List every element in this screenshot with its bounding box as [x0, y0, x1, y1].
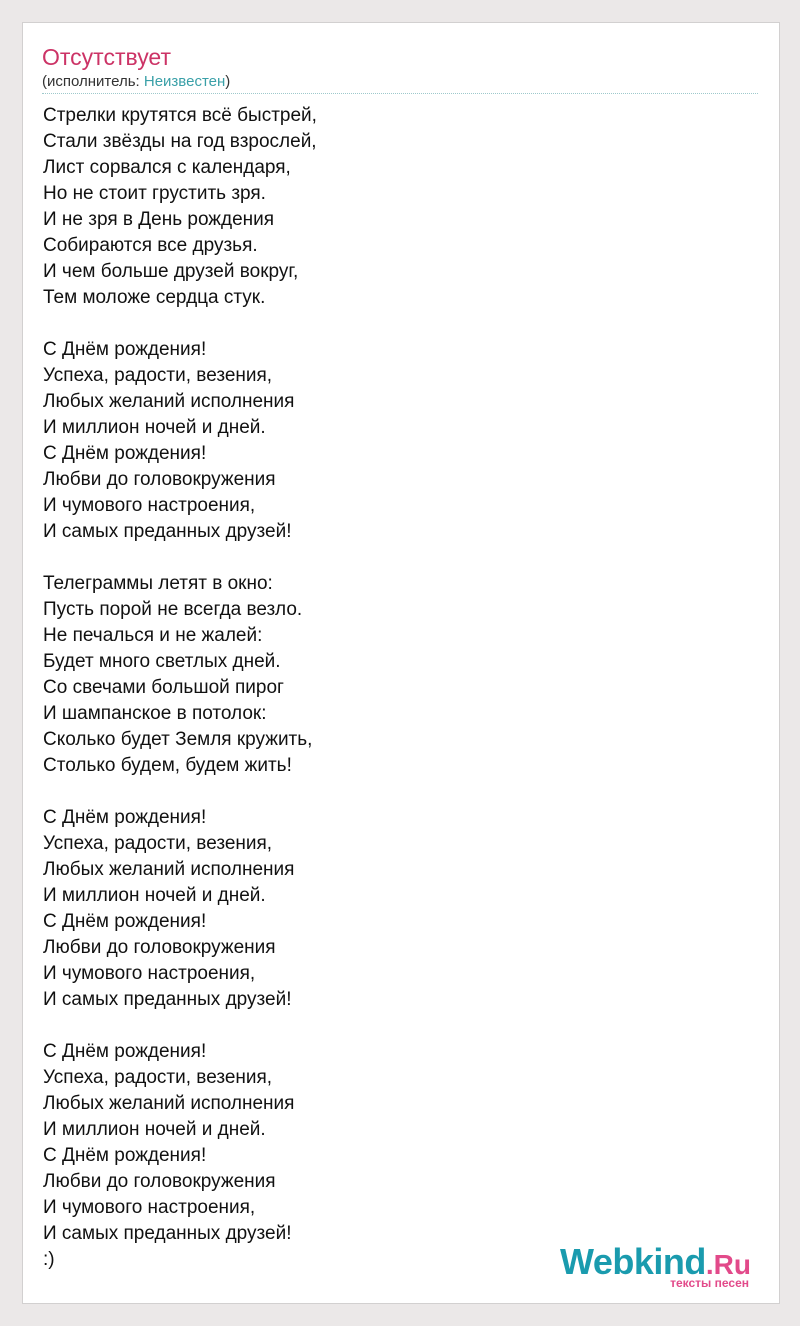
stanza-gap	[43, 545, 743, 571]
lyric-line: Любви до головокружения	[43, 1171, 276, 1192]
lyric-line: Столько будем, будем жить!	[43, 755, 292, 776]
lyric-line: Собираются все друзья.	[43, 235, 258, 256]
lyric-line: Пусть порой не всегда везло.	[43, 599, 303, 620]
lyric-line: Любых желаний исполнения	[43, 391, 295, 412]
lyric-line: И самых преданных друзей!	[43, 1223, 292, 1244]
brand-domain: .Ru	[705, 1249, 751, 1280]
brand-tagline: тексты песен	[670, 1276, 749, 1290]
lyric-line: Будет много светлых дней.	[43, 651, 281, 672]
lyric-line: И не зря в День рождения	[43, 209, 275, 230]
song-title: Отсутствует	[42, 44, 171, 70]
lyric-line: Но не стоит грустить зря.	[43, 183, 266, 204]
lyric-line: И чумового настроения,	[43, 1197, 256, 1218]
stanza-gap	[43, 311, 743, 337]
stanza-gap	[43, 1013, 743, 1039]
artist-line	[42, 73, 230, 91]
lyric-line: Любви до головокружения	[43, 937, 276, 958]
lyric-line: Успеха, радости, везения,	[43, 365, 273, 386]
title-separator	[42, 93, 758, 94]
lyric-line: И чумового настроения,	[43, 963, 256, 984]
lyric-line: Любых желаний исполнения	[43, 1093, 295, 1114]
brand-logo[interactable]	[560, 1241, 751, 1290]
lyric-line: С Днём рождения!	[43, 1145, 207, 1166]
artist-suffix: )	[225, 73, 231, 90]
lyric-line: И миллион ночей и дней.	[43, 885, 266, 906]
lyric-line: И чумового настроения,	[43, 495, 256, 516]
lyric-line: С Днём рождения!	[43, 807, 207, 828]
lyric-line: Стали звёзды на год взрослей,	[43, 131, 317, 152]
artist-prefix: (исполнитель:	[42, 73, 144, 90]
lyric-line: С Днём рождения!	[43, 443, 207, 464]
lyric-line: Тем моложе сердца стук.	[43, 287, 266, 308]
lyric-line: И самых преданных друзей!	[43, 521, 292, 542]
artist-link[interactable]: Неизвестен	[143, 73, 226, 90]
lyric-line: И миллион ночей и дней.	[43, 1119, 266, 1140]
lyric-line: Успеха, радости, везения,	[43, 833, 273, 854]
lyric-line: Успеха, радости, везения,	[43, 1067, 273, 1088]
lyric-line: И шампанское в потолок:	[43, 703, 267, 724]
lyric-line: С Днём рождения!	[43, 339, 207, 360]
lyric-line: С Днём рождения!	[43, 1041, 207, 1062]
lyric-line: Телеграммы летят в окно:	[43, 573, 273, 594]
lyric-line: Не печалься и не жалей:	[43, 625, 263, 646]
lyric-line: :)	[43, 1249, 55, 1270]
lyrics-page	[22, 22, 780, 1304]
lyrics-body	[43, 103, 743, 1273]
lyric-line: И самых преданных друзей!	[43, 989, 292, 1010]
lyric-line: Любви до головокружения	[43, 469, 276, 490]
lyric-line: Сколько будет Земля кружить,	[43, 729, 313, 750]
lyric-line: И чем больше друзей вокруг,	[43, 261, 299, 282]
lyric-line: Любых желаний исполнения	[43, 859, 295, 880]
brand-name: Webkind	[560, 1241, 706, 1282]
lyric-line: Стрелки крутятся всё быстрей,	[43, 105, 317, 126]
lyric-line: Лист сорвался с календаря,	[43, 157, 291, 178]
lyric-line: И миллион ночей и дней.	[43, 417, 266, 438]
lyric-line: Со свечами большой пирог	[43, 677, 284, 698]
stanza-gap	[43, 779, 743, 805]
lyric-line: С Днём рождения!	[43, 911, 207, 932]
